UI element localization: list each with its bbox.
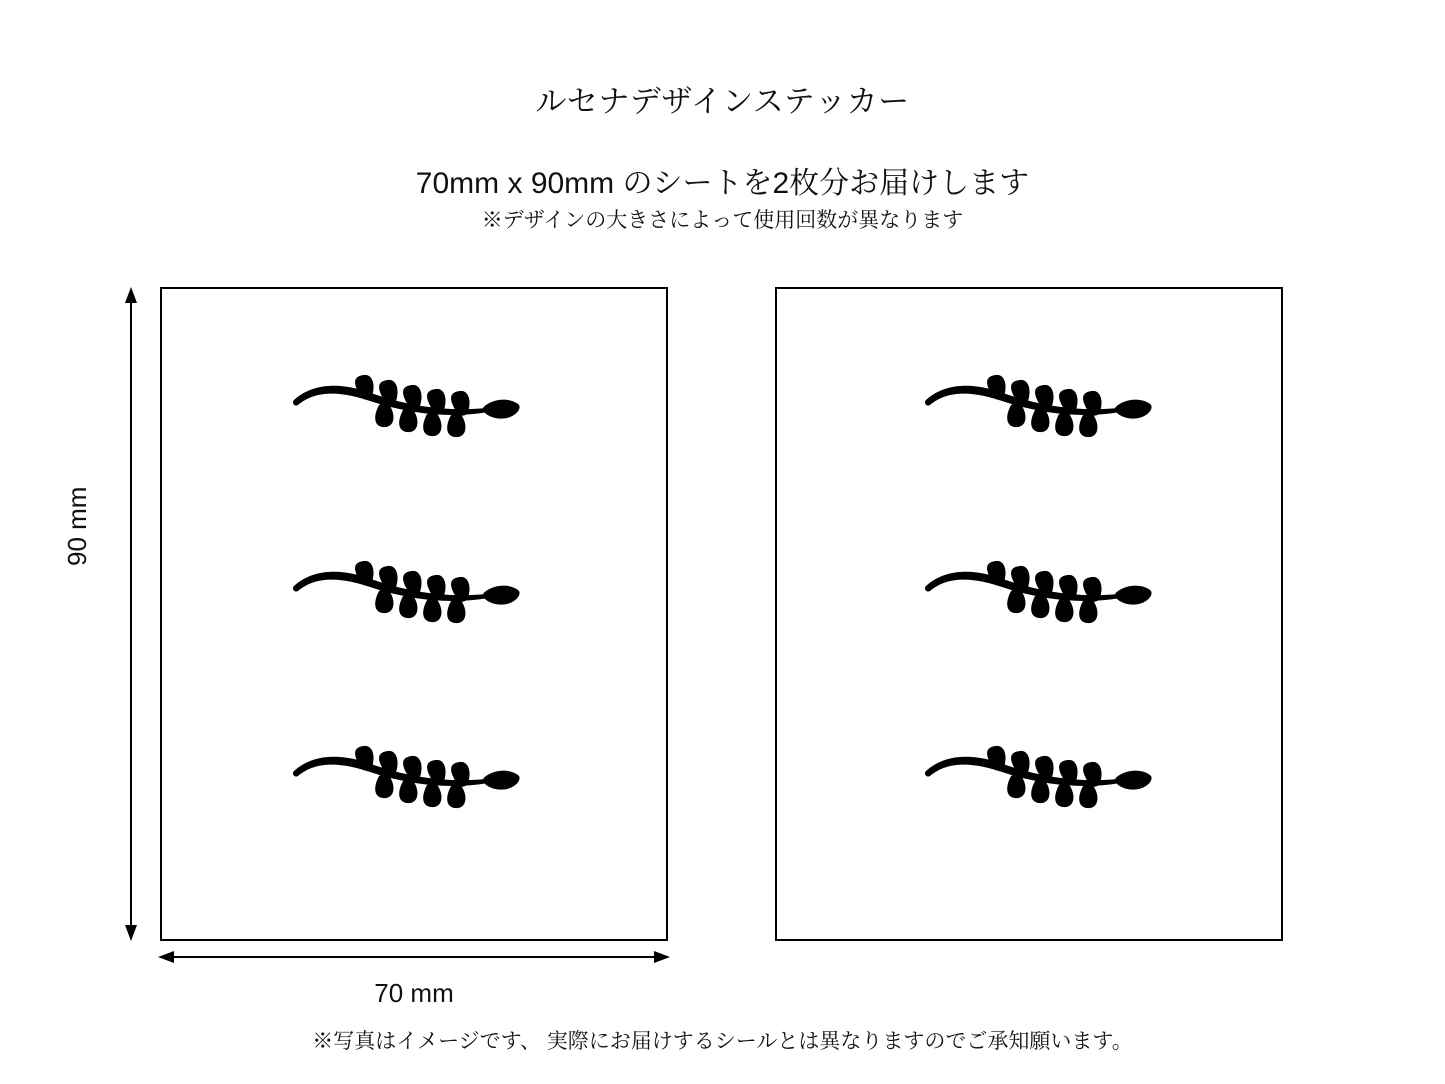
leaf-sprig-icon [290,745,522,811]
sticker-sheet-right [775,287,1283,941]
height-dimension-label: 90 mm [62,486,92,566]
width-dimension-line [158,945,670,969]
leaf-sprig-icon [290,560,522,626]
leaf-sprig-icon [922,560,1154,626]
sheet-size-subtitle: 70mm x 90mm のシートを2枚分お届けします [415,167,1030,200]
leaf-sprig-icon [290,374,522,440]
page-title: ルセナデザインステッカー [535,84,910,119]
leaf-sprig-icon [922,745,1154,811]
width-dimension-label: 70 mm [374,978,454,1008]
sticker-sheet-left [160,287,668,941]
leaf-sprig-icon [922,374,1154,440]
height-dimension-line [119,287,143,941]
disclaimer-note: ※写真はイメージです、 実際にお届けするシールとは異なりますのでご承知願います。 [312,1030,1133,1053]
usage-note: ※デザインの大きさによって使用回数が異なります [481,209,964,232]
